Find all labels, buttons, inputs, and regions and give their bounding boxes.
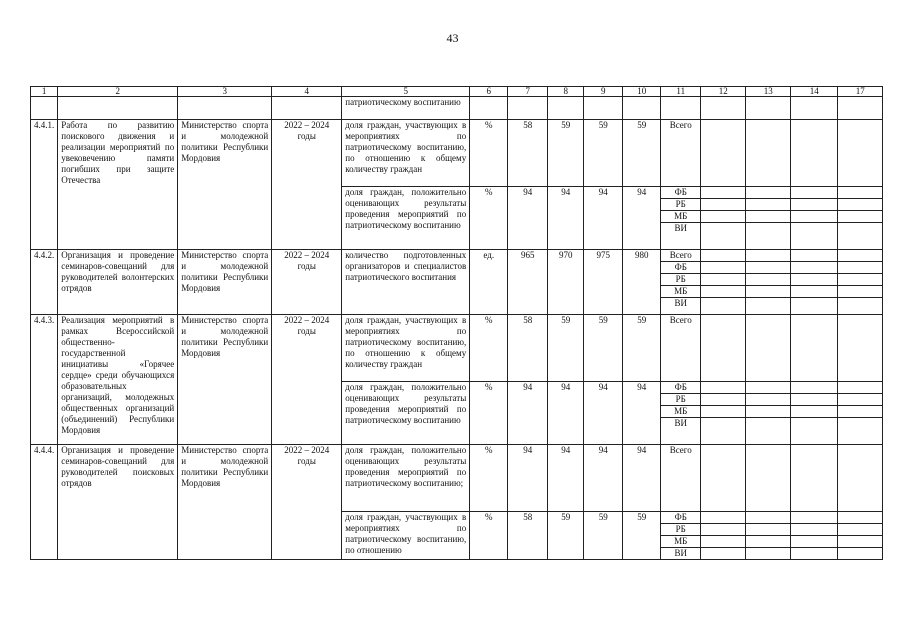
fund-fb: ФБ [661, 382, 701, 394]
indicator-value: 94 [584, 187, 623, 250]
col-header: 13 [746, 87, 791, 97]
fund-mb: МБ [661, 406, 701, 418]
indicator-text: доля граждан, положительно оценивающих результаты проведения мероприятий по патриотическому воспитанию [342, 187, 470, 250]
measure-executor: Министерство спорта и молодежной политики Республики Мордовия [178, 120, 272, 250]
indicator-value: 58 [508, 120, 548, 187]
indicator-value: 59 [584, 120, 623, 187]
indicator-value: 970 [548, 250, 584, 315]
indicator-value: 94 [584, 445, 623, 512]
continuation-row [31, 97, 883, 120]
col-header: 12 [701, 87, 746, 97]
measure-executor: Министерство спорта и молодежной политики Республики Мордовия [178, 445, 272, 560]
page-number: 43 [446, 31, 459, 45]
col-header: 8 [548, 87, 584, 97]
table-row [31, 120, 883, 187]
indicator-value: 59 [548, 315, 584, 382]
measure-period: 2022 – 2024 годы [272, 250, 342, 315]
indicator-text: доля граждан, участвующих в мероприятиях по патриотическому воспитанию, по отношению к общему количеству граждан [342, 120, 470, 187]
measure-number: 4.4.4. [31, 445, 58, 560]
fund-total: Всего [661, 250, 701, 262]
budget-table-sheet [30, 86, 883, 560]
measure-title: Организация и проведение семинаров-совещаний для руководителей поисковых отрядов [58, 445, 178, 560]
indicator-text: доля граждан, участвующих в мероприятиях по патриотическому воспитанию, по отношению к общему количеству граждан [342, 315, 470, 382]
indicator-unit: % [470, 382, 508, 445]
indicator-unit: % [470, 187, 508, 250]
measure-title: Реализация мероприятий в рамках Всероссийской общественно-государственной инициативы «Горячее сердце» среди обучающихся образовательных организаций, молодежных общественных организаций (объединений) Республики Мордовия [58, 315, 178, 445]
col-header: 1 [31, 87, 58, 97]
fund-mb: МБ [661, 536, 701, 548]
table-row [31, 315, 883, 382]
measure-number: 4.4.1. [31, 120, 58, 250]
col-header: 7 [508, 87, 548, 97]
col-header: 3 [178, 87, 272, 97]
indicator-value: 59 [623, 512, 661, 560]
fund-rb: РБ [661, 524, 701, 536]
col-header: 10 [623, 87, 661, 97]
measure-number: 4.4.3. [31, 315, 58, 445]
indicator-unit: % [470, 315, 508, 382]
fund-rb: РБ [661, 199, 701, 211]
fund-fb: ФБ [661, 262, 701, 274]
fund-total: Всего [661, 445, 701, 512]
indicator-value: 59 [548, 512, 584, 560]
table-row [31, 250, 883, 262]
indicator-value: 94 [508, 382, 548, 445]
measure-period: 2022 – 2024 годы [272, 445, 342, 560]
indicator-value: 94 [584, 382, 623, 445]
table-row [31, 445, 883, 512]
indicator-value: 94 [623, 187, 661, 250]
indicator-value: 59 [623, 120, 661, 187]
col-header: 2 [58, 87, 178, 97]
col-header: 5 [342, 87, 470, 97]
col-header: 6 [470, 87, 508, 97]
indicator-value: 59 [584, 512, 623, 560]
fund-vi: ВИ [661, 298, 701, 315]
fund-mb: МБ [661, 211, 701, 223]
measure-title: Организация и проведение семинаров-совещаний для руководителей волонтерских отрядов [58, 250, 178, 315]
fund-rb: РБ [661, 274, 701, 286]
indicator-value: 94 [508, 187, 548, 250]
indicator-text: доля граждан, участвующих в мероприятиях по патриотическому воспитанию, по отношению [342, 512, 470, 560]
indicator-value: 94 [508, 445, 548, 512]
col-header: 9 [584, 87, 623, 97]
column-number-row [31, 87, 883, 97]
indicator-value: 59 [623, 315, 661, 382]
fund-fb: ФБ [661, 187, 701, 199]
indicator-value: 965 [508, 250, 548, 315]
indicator-value: 58 [508, 512, 548, 560]
indicator-value: 94 [623, 382, 661, 445]
indicator-value: 94 [548, 382, 584, 445]
fund-total: Всего [661, 315, 701, 382]
program-measures-table [30, 86, 883, 560]
col-header: 4 [272, 87, 342, 97]
fund-mb: МБ [661, 286, 701, 298]
indicator-unit: % [470, 445, 508, 512]
fund-fb: ФБ [661, 512, 701, 524]
measure-title: Работа по развитию поискового движения и реализации мероприятий по увековечению памяти погибших при защите Отечества [58, 120, 178, 250]
fund-vi: ВИ [661, 418, 701, 445]
indicator-unit: % [470, 120, 508, 187]
indicator-value: 94 [548, 445, 584, 512]
indicator-value: 59 [548, 120, 584, 187]
indicator-value: 59 [584, 315, 623, 382]
indicator-value: 975 [584, 250, 623, 315]
indicator-value: 94 [623, 445, 661, 512]
fund-total: Всего [661, 120, 701, 187]
indicator-value: 980 [623, 250, 661, 315]
measure-period: 2022 – 2024 годы [272, 120, 342, 250]
col-header: 11 [661, 87, 701, 97]
indicator-text: доля граждан, положительно оценивающих результаты проведения мероприятий по патриотическому воспитанию; [342, 445, 470, 512]
indicator-unit: ед. [470, 250, 508, 315]
measure-number: 4.4.2. [31, 250, 58, 315]
indicator-text: доля граждан, положительно оценивающих результаты проведения мероприятий по патриотическому воспитанию [342, 382, 470, 445]
indicator-text: количество подготовленных организаторов и специалистов патриотического воспитания [342, 250, 470, 315]
fund-rb: РБ [661, 394, 701, 406]
fund-vi: ВИ [661, 548, 701, 560]
indicator-text: патриотическому воспитанию [342, 97, 470, 120]
col-header: 14 [791, 87, 838, 97]
indicator-value: 94 [548, 187, 584, 250]
col-header: 17 [838, 87, 883, 97]
fund-vi: ВИ [661, 223, 701, 250]
measure-period: 2022 – 2024 годы [272, 315, 342, 445]
measure-executor: Министерство спорта и молодежной политики Республики Мордовия [178, 315, 272, 445]
measure-executor: Министерство спорта и молодежной политики Республики Мордовия [178, 250, 272, 315]
indicator-unit: % [470, 512, 508, 560]
indicator-value: 58 [508, 315, 548, 382]
